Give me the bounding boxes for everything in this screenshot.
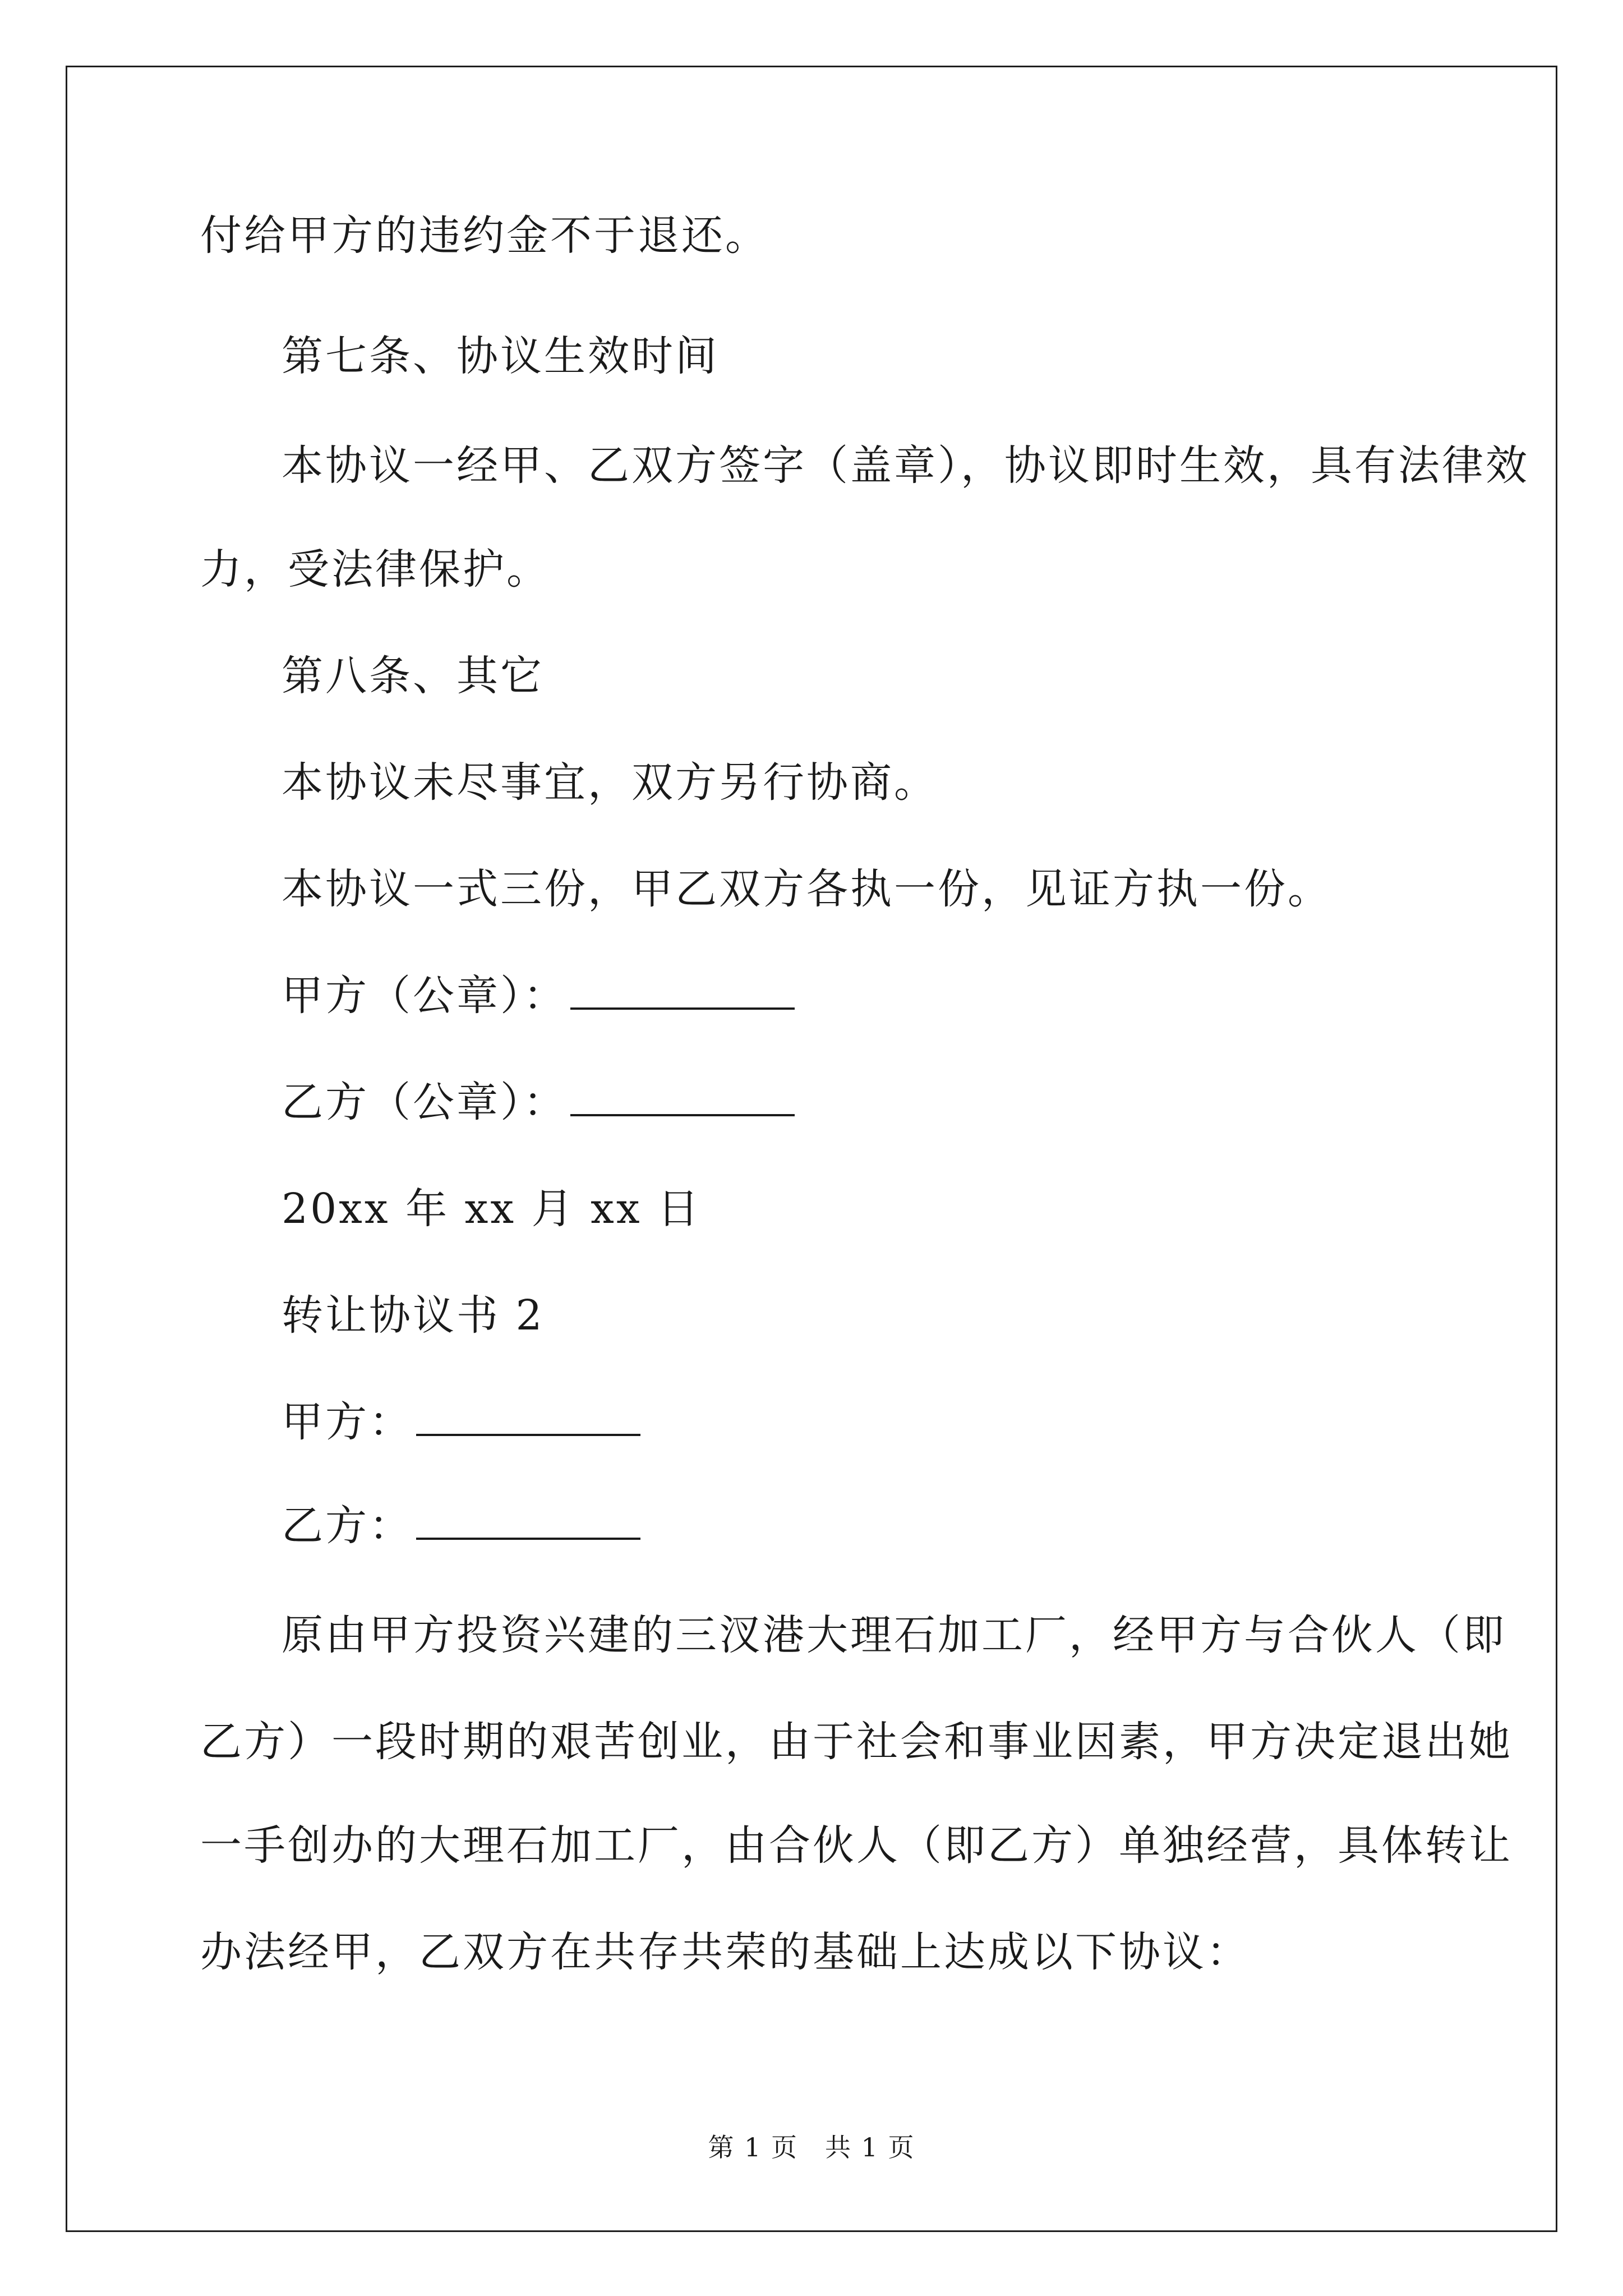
party-a-blank <box>416 1395 640 1436</box>
paragraph-line: 本协议未尽事宜，双方另行协商。 <box>282 758 938 807</box>
agreement-title: 转让协议书 2 <box>282 1291 545 1340</box>
party-a-seal-blank <box>570 968 795 1010</box>
party-b-seal-label: 乙方（公章）： <box>282 1078 567 1126</box>
paragraph-line: 一手创办的大理石加工厂，由合伙人（即乙方）单独经营，具体转让 <box>200 1821 1513 1870</box>
paragraph-line: 付给甲方的违约金不于退还。 <box>200 211 769 260</box>
party-a-seal-label: 甲方（公章）： <box>282 972 567 1020</box>
party-a-seal-line <box>282 968 795 1024</box>
paragraph-line: 本协议一经甲、乙双方签字（盖章），协议即时生效，具有法律效 <box>282 441 1529 490</box>
paragraph-line: 乙方）一段时期的艰苦创业，由于社会和事业因素，甲方决定退出她 <box>200 1718 1513 1766</box>
party-b-line <box>282 1498 640 1554</box>
section-heading: 第七条、协议生效时间 <box>282 332 719 380</box>
party-b-blank <box>416 1498 640 1540</box>
paragraph-line: 办法经甲，乙双方在共存共荣的基础上达成以下协议： <box>200 1928 1250 1976</box>
party-b-seal-blank <box>570 1075 795 1116</box>
section-heading: 第八条、其它 <box>282 652 544 700</box>
party-a-line <box>282 1394 640 1450</box>
party-b-label: 乙方： <box>282 1502 413 1550</box>
paragraph-line: 本协议一式三份，甲乙双方各执一份，见证方执一份。 <box>282 865 1331 913</box>
page-border <box>66 66 1557 2232</box>
date-line: 20xx 年 xx 月 xx 日 <box>282 1185 702 1233</box>
party-a-label: 甲方： <box>282 1398 413 1446</box>
party-b-seal-line <box>282 1074 795 1130</box>
paragraph-line: 力，受法律保护。 <box>200 545 550 593</box>
page-footer: 第 1 页 共 1 页 <box>708 2132 915 2162</box>
paragraph-line: 原由甲方投资兴建的三汊港大理石加工厂，经甲方与合伙人（即 <box>282 1611 1506 1659</box>
